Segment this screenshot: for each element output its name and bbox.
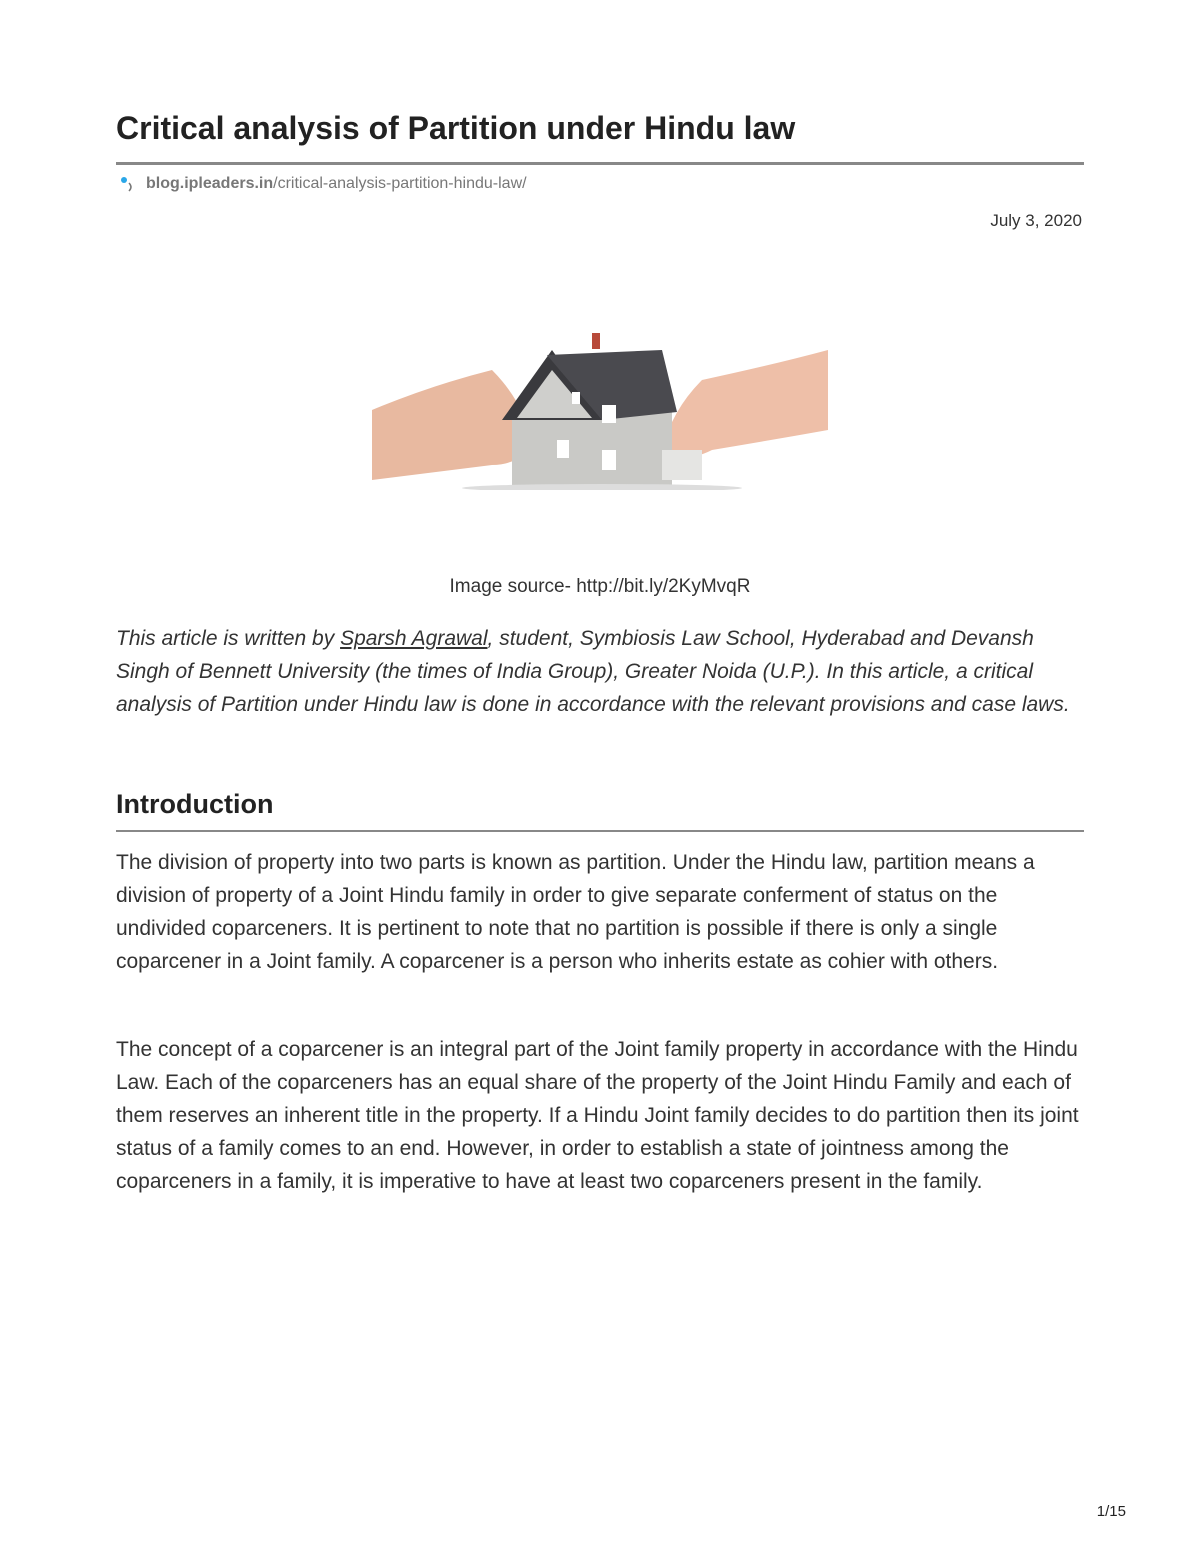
- paragraph: The division of property into two parts is known as partition. Under the Hindu law, partition means a division of property of a Joint Hindu family in order to give separate conferment of status on the undivided coparceners. It is pertinent to note that no partition is possible if there is only a single coparcener in a Joint family. A coparcener is a person who inherits estate as cohier with others.: [116, 851, 1035, 973]
- title-divider: [116, 162, 1084, 165]
- house-hands-image: [372, 330, 828, 490]
- author-note-suffix: , student, Symbiosis Law School, Hyderabad and Devansh Singh of Bennett University (the times of India Group), Greater Noida (U.P.). In this article, a critical analysis of Partition under Hindu law is done in accordance with the relevant provisions and case laws.: [116, 627, 1070, 716]
- author-note: [116, 622, 1088, 721]
- source-domain: blog.ipleaders.in: [146, 175, 274, 192]
- author-link[interactable]: Sparsh Agrawal: [340, 627, 488, 650]
- link-icon: [120, 175, 136, 193]
- section-divider: [116, 830, 1084, 832]
- source-path: /critical-analysis-partition-hindu-law/: [273, 175, 527, 192]
- image-caption: Image source- http://bit.ly/2KyMvqR: [449, 576, 751, 597]
- page-number: 1/15: [1096, 1503, 1126, 1520]
- section-heading: Introduction: [116, 789, 274, 819]
- page-title: Critical analysis of Partition under Hindu law: [116, 110, 796, 146]
- publish-date: July 3, 2020: [990, 211, 1082, 230]
- paragraph: The concept of a coparcener is an integral part of the Joint family property in accordance with the Hindu Law. Each of the coparceners has an equal share of the property of the Joint Hindu Family and each of them reserves an inherent title in the property. If a Hindu Joint family decides to do partition then its joint status of a family comes to an end. However, in order to establish a state of jointness among the coparceners in a family, it is imperative to have at least two coparceners present in the family.: [116, 1038, 1079, 1193]
- author-note-prefix: This article is written by: [116, 627, 341, 650]
- source-link[interactable]: [120, 175, 527, 193]
